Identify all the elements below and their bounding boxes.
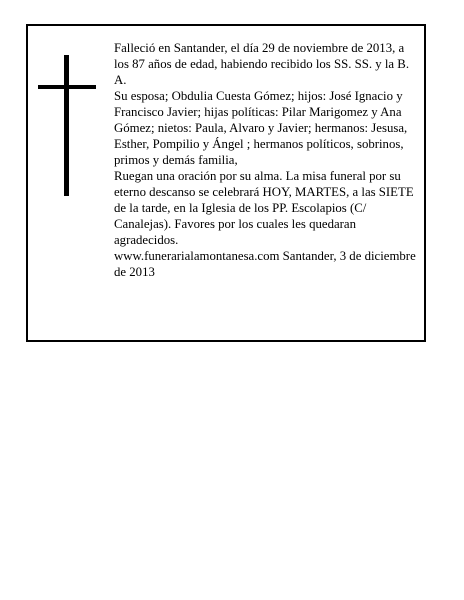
death-announcement-paragraph: Falleció en Santander, el día 29 de noviembre de 2013, a los 87 años de edad, habiendo recibido los SS. SS. y la B. A. bbox=[114, 41, 410, 87]
cross-horizontal-bar bbox=[38, 85, 96, 89]
cross-vertical-bar bbox=[64, 55, 69, 196]
latin-cross-icon bbox=[0, 0, 1, 1]
obituary-text bbox=[114, 40, 416, 280]
funeral-mass-paragraph: Ruegan una oración por su alma. La misa funeral por su eterno descanso se celebrará HOY, MARTES, a las SIETE de la tarde, en la Iglesia de los PP. Escolapios (C/ Canalejas). Favores por los cuales les quedaran agradecidos. bbox=[114, 169, 414, 247]
funeral-home-date-line: www.funerarialamontanesa.com Santander, 3 de diciembre de 2013 bbox=[114, 249, 416, 279]
family-list-paragraph: Su esposa; Obdulia Cuesta Gómez; hijos: José Ignacio y Francisco Javier; hijas políticas: Pilar Marigomez y Ana Gómez; nietos: Paula, Alvaro y Javier; hermanos: Jesusa, Esther, Pompilio y Ángel ; hermanos políticos, sobrinos, primos y demás familia, bbox=[114, 89, 408, 167]
